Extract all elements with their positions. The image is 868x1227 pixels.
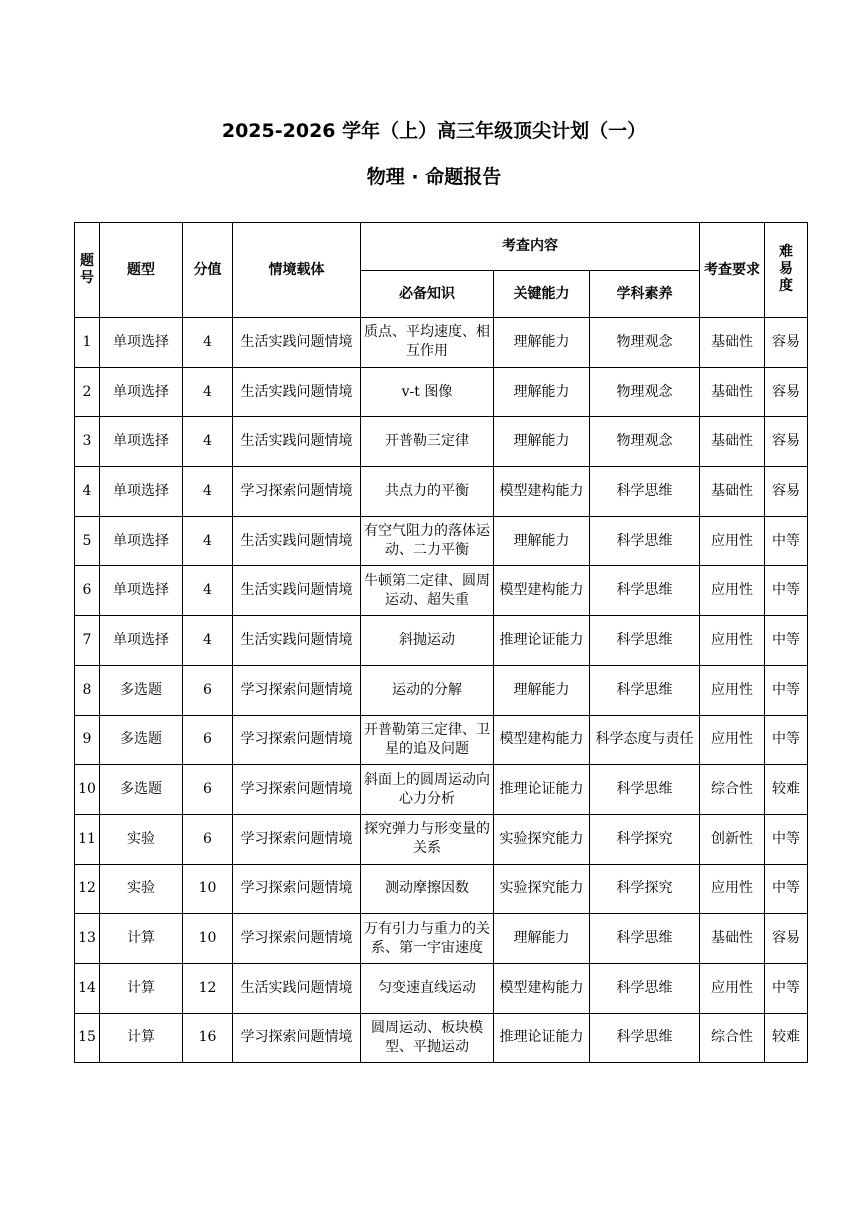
cell-knowledge: 有空气阻力的落体运动、二力平衡 — [361, 516, 494, 566]
cell-type: 实验 — [100, 864, 183, 914]
cell-ability: 模型建构能力 — [494, 715, 590, 765]
cell-no: 2 — [75, 367, 100, 417]
header-ability: 关键能力 — [494, 271, 590, 318]
table-row — [75, 814, 808, 864]
cell-knowledge: 开普勒第三定律、卫星的追及问题 — [361, 715, 494, 765]
cell-score: 4 — [183, 566, 233, 616]
cell-ability: 理解能力 — [494, 914, 590, 964]
header-difficulty: 难易度 — [765, 223, 808, 318]
page-title: 2025-2026 学年（上）高三年级顶尖计划（一） — [221, 120, 647, 142]
cell-no: 12 — [75, 864, 100, 914]
cell-type: 单项选择 — [100, 318, 183, 368]
cell-context: 生活实践问题情境 — [233, 318, 361, 368]
cell-context: 学习探索问题情境 — [233, 765, 361, 815]
cell-ability: 理解能力 — [494, 516, 590, 566]
cell-knowledge: 斜抛运动 — [361, 616, 494, 666]
cell-literacy: 科学思维 — [590, 665, 700, 715]
cell-difficulty: 中等 — [765, 566, 808, 616]
cell-knowledge: 运动的分解 — [361, 665, 494, 715]
cell-difficulty: 较难 — [765, 1013, 808, 1063]
cell-knowledge: 开普勒三定律 — [361, 417, 494, 467]
cell-literacy: 科学思维 — [590, 516, 700, 566]
cell-requirement: 基础性 — [700, 467, 765, 517]
cell-literacy: 科学思维 — [590, 467, 700, 517]
cell-ability: 模型建构能力 — [494, 467, 590, 517]
cell-no: 6 — [75, 566, 100, 616]
cell-difficulty: 容易 — [765, 367, 808, 417]
cell-knowledge: 探究弹力与形变量的关系 — [361, 814, 494, 864]
cell-score: 10 — [183, 864, 233, 914]
cell-ability: 推理论证能力 — [494, 1013, 590, 1063]
cell-no: 8 — [75, 665, 100, 715]
cell-knowledge: 万有引力与重力的关系、第一宇宙速度 — [361, 914, 494, 964]
cell-score: 4 — [183, 467, 233, 517]
cell-context: 学习探索问题情境 — [233, 914, 361, 964]
cell-literacy: 科学思维 — [590, 765, 700, 815]
cell-requirement: 应用性 — [700, 963, 765, 1013]
cell-score: 6 — [183, 665, 233, 715]
cell-context: 生活实践问题情境 — [233, 367, 361, 417]
table-row — [75, 963, 808, 1013]
cell-difficulty: 容易 — [765, 417, 808, 467]
cell-type: 计算 — [100, 963, 183, 1013]
cell-difficulty: 中等 — [765, 963, 808, 1013]
cell-difficulty: 中等 — [765, 616, 808, 666]
cell-context: 学习探索问题情境 — [233, 814, 361, 864]
cell-score: 6 — [183, 814, 233, 864]
cell-score: 10 — [183, 914, 233, 964]
cell-knowledge: 测动摩擦因数 — [361, 864, 494, 914]
cell-score: 4 — [183, 516, 233, 566]
cell-type: 单项选择 — [100, 616, 183, 666]
cell-no: 13 — [75, 914, 100, 964]
table-row — [75, 864, 808, 914]
cell-no: 1 — [75, 318, 100, 368]
cell-ability: 理解能力 — [494, 665, 590, 715]
cell-difficulty: 中等 — [765, 665, 808, 715]
cell-requirement: 综合性 — [700, 765, 765, 815]
cell-requirement: 应用性 — [700, 864, 765, 914]
header-literacy: 学科素养 — [590, 271, 700, 318]
cell-difficulty: 中等 — [765, 516, 808, 566]
cell-requirement: 基础性 — [700, 914, 765, 964]
cell-score: 4 — [183, 417, 233, 467]
cell-difficulty: 中等 — [765, 715, 808, 765]
cell-difficulty: 容易 — [765, 318, 808, 368]
cell-literacy: 科学思维 — [590, 616, 700, 666]
table-row — [75, 616, 808, 666]
cell-type: 单项选择 — [100, 566, 183, 616]
cell-knowledge: 圆周运动、板块模型、平抛运动 — [361, 1013, 494, 1063]
cell-knowledge: 质点、平均速度、相互作用 — [361, 318, 494, 368]
table-row — [75, 516, 808, 566]
header-context: 情境载体 — [233, 223, 361, 318]
cell-ability: 实验探究能力 — [494, 864, 590, 914]
cell-requirement: 基础性 — [700, 417, 765, 467]
cell-context: 学习探索问题情境 — [233, 1013, 361, 1063]
cell-knowledge: 匀变速直线运动 — [361, 963, 494, 1013]
cell-literacy: 科学思维 — [590, 963, 700, 1013]
cell-context: 生活实践问题情境 — [233, 963, 361, 1013]
cell-difficulty: 中等 — [765, 864, 808, 914]
cell-context: 学习探索问题情境 — [233, 715, 361, 765]
table-row — [75, 467, 808, 517]
cell-difficulty: 容易 — [765, 467, 808, 517]
cell-type: 多选题 — [100, 665, 183, 715]
cell-knowledge: 牛顿第二定律、圆周运动、超失重 — [361, 566, 494, 616]
cell-no: 7 — [75, 616, 100, 666]
cell-ability: 模型建构能力 — [494, 566, 590, 616]
cell-requirement: 应用性 — [700, 516, 765, 566]
cell-type: 多选题 — [100, 765, 183, 815]
cell-requirement: 应用性 — [700, 715, 765, 765]
cell-score: 6 — [183, 765, 233, 815]
header-type: 题型 — [100, 223, 183, 318]
cell-ability: 理解能力 — [494, 318, 590, 368]
cell-score: 4 — [183, 616, 233, 666]
cell-requirement: 基础性 — [700, 367, 765, 417]
table-row — [75, 665, 808, 715]
cell-literacy: 科学思维 — [590, 914, 700, 964]
cell-literacy: 科学思维 — [590, 1013, 700, 1063]
cell-no: 5 — [75, 516, 100, 566]
header-knowledge: 必备知识 — [361, 271, 494, 318]
cell-difficulty: 较难 — [765, 765, 808, 815]
exam-report-table — [74, 222, 808, 1063]
cell-score: 6 — [183, 715, 233, 765]
cell-ability: 理解能力 — [494, 417, 590, 467]
cell-score: 4 — [183, 367, 233, 417]
cell-literacy: 物理观念 — [590, 417, 700, 467]
table-row — [75, 914, 808, 964]
header-no: 题号 — [75, 223, 100, 318]
cell-score: 16 — [183, 1013, 233, 1063]
cell-ability: 推理论证能力 — [494, 765, 590, 815]
cell-score: 4 — [183, 318, 233, 368]
cell-type: 单项选择 — [100, 516, 183, 566]
table-row — [75, 367, 808, 417]
cell-difficulty: 中等 — [765, 814, 808, 864]
cell-type: 单项选择 — [100, 367, 183, 417]
cell-knowledge: 共点力的平衡 — [361, 467, 494, 517]
cell-type: 单项选择 — [100, 467, 183, 517]
table-row — [75, 318, 808, 368]
cell-ability: 理解能力 — [494, 367, 590, 417]
cell-requirement: 应用性 — [700, 616, 765, 666]
cell-type: 计算 — [100, 1013, 183, 1063]
cell-no: 15 — [75, 1013, 100, 1063]
table-row — [75, 765, 808, 815]
cell-type: 多选题 — [100, 715, 183, 765]
cell-type: 单项选择 — [100, 417, 183, 467]
header-score: 分值 — [183, 223, 233, 318]
cell-knowledge: v-t 图像 — [361, 367, 494, 417]
cell-knowledge: 斜面上的圆周运动向心力分析 — [361, 765, 494, 815]
header-requirement: 考查要求 — [700, 223, 765, 318]
cell-literacy: 物理观念 — [590, 367, 700, 417]
cell-score: 12 — [183, 963, 233, 1013]
cell-no: 10 — [75, 765, 100, 815]
cell-context: 生活实践问题情境 — [233, 616, 361, 666]
cell-requirement: 基础性 — [700, 318, 765, 368]
header-content: 考查内容 — [361, 223, 700, 271]
cell-literacy: 科学思维 — [590, 566, 700, 616]
table-row — [75, 417, 808, 467]
cell-literacy: 物理观念 — [590, 318, 700, 368]
cell-type: 计算 — [100, 914, 183, 964]
table-row — [75, 566, 808, 616]
cell-requirement: 综合性 — [700, 1013, 765, 1063]
cell-context: 生活实践问题情境 — [233, 566, 361, 616]
cell-ability: 实验探究能力 — [494, 814, 590, 864]
table-row — [75, 715, 808, 765]
cell-no: 11 — [75, 814, 100, 864]
cell-no: 4 — [75, 467, 100, 517]
cell-context: 学习探索问题情境 — [233, 467, 361, 517]
table-row — [75, 1013, 808, 1063]
cell-context: 学习探索问题情境 — [233, 665, 361, 715]
cell-no: 3 — [75, 417, 100, 467]
cell-literacy: 科学态度与责任 — [590, 715, 700, 765]
cell-requirement: 应用性 — [700, 566, 765, 616]
page-subtitle: 物理 · 命题报告 — [366, 166, 502, 188]
cell-context: 学习探索问题情境 — [233, 864, 361, 914]
cell-literacy: 科学探究 — [590, 864, 700, 914]
cell-no: 14 — [75, 963, 100, 1013]
cell-no: 9 — [75, 715, 100, 765]
cell-requirement: 创新性 — [700, 814, 765, 864]
cell-ability: 模型建构能力 — [494, 963, 590, 1013]
cell-type: 实验 — [100, 814, 183, 864]
cell-context: 生活实践问题情境 — [233, 417, 361, 467]
cell-ability: 推理论证能力 — [494, 616, 590, 666]
cell-difficulty: 容易 — [765, 914, 808, 964]
cell-context: 生活实践问题情境 — [233, 516, 361, 566]
cell-literacy: 科学探究 — [590, 814, 700, 864]
cell-requirement: 应用性 — [700, 665, 765, 715]
